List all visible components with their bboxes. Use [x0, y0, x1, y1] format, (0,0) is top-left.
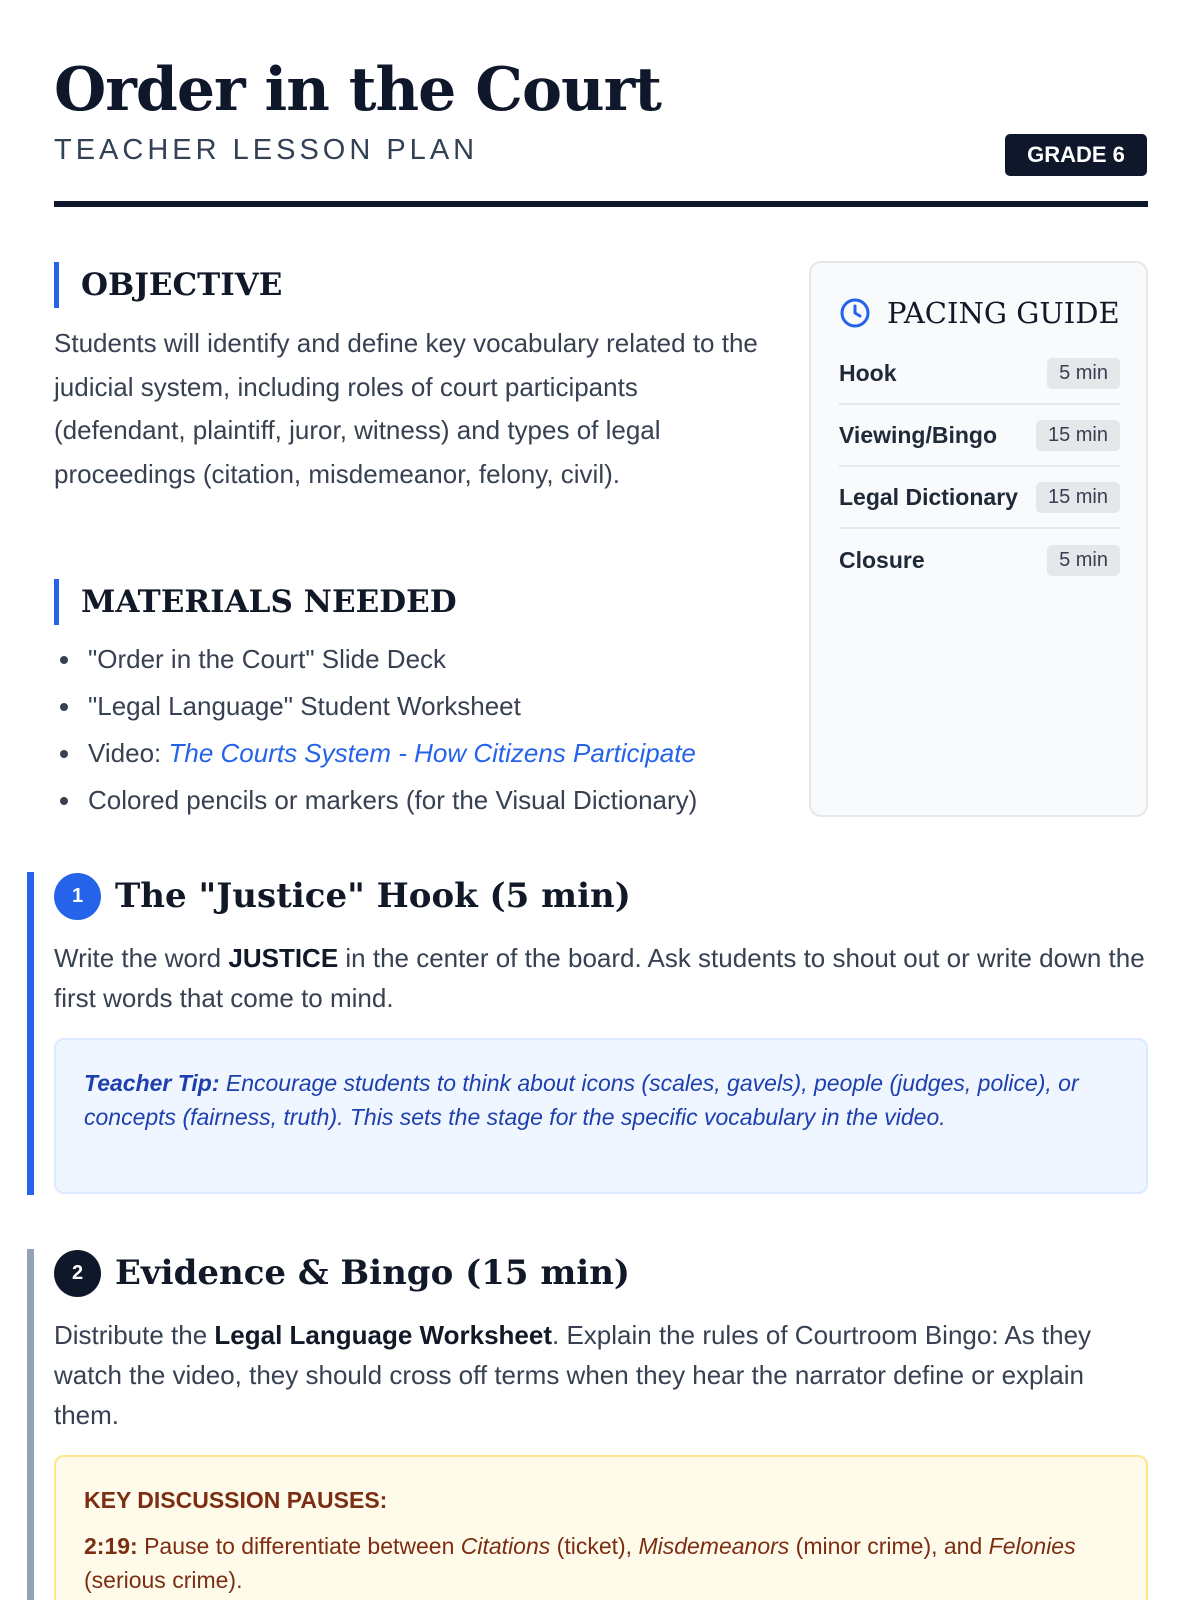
video-link[interactable]: The Courts System - How Citizens Participate [168, 738, 696, 768]
pacing-time-badge: 5 min [1047, 358, 1120, 389]
pacing-time-badge: 15 min [1036, 482, 1120, 513]
materials-item: "Legal Language" Student Worksheet [54, 683, 794, 730]
grade-badge: GRADE 6 [1005, 134, 1147, 176]
header-divider [54, 201, 1148, 207]
step-1-title: The "Justice" Hook (5 min) [115, 876, 631, 916]
pacing-guide-card [809, 261, 1148, 817]
pacing-label: Hook [839, 359, 897, 386]
step-2-text [54, 1315, 1148, 1435]
pacing-row-hook [839, 343, 1120, 405]
pause-term: Citations [460, 1533, 551, 1559]
step-2-title: Evidence & Bingo (15 min) [115, 1253, 631, 1293]
step-1-accent-bar [27, 872, 34, 1195]
pacing-guide-header [839, 293, 1120, 333]
teacher-tip-label: Teacher Tip: [84, 1070, 220, 1096]
pause-term: Misdemeanors [638, 1533, 790, 1559]
discussion-pauses-box [54, 1455, 1148, 1600]
step-2-number-badge: 2 [54, 1250, 101, 1297]
pause-timestamp: 2:19: [84, 1533, 138, 1559]
objective-heading: OBJECTIVE [54, 262, 282, 308]
pacing-label: Viewing/Bingo [839, 421, 998, 448]
pacing-row-viewing [839, 405, 1120, 467]
materials-list [54, 636, 794, 824]
materials-heading: MATERIALS NEEDED [54, 579, 457, 625]
clock-icon [839, 297, 871, 329]
pacing-row-dictionary [839, 467, 1120, 529]
step-text-part: . Explain the rules of Courtroom Bingo: As they watch the video, they should cross off terms when they hear the narrator define or explain them. [54, 1320, 1092, 1430]
step-1-number-badge: 1 [54, 873, 101, 920]
page-title: Order in the Court [54, 55, 661, 125]
pacing-label: Legal Dictionary [839, 483, 1018, 510]
pause-text-part: Pause to differentiate between [137, 1533, 461, 1559]
step-text-part: Write the word [54, 943, 229, 973]
teacher-tip-box [54, 1038, 1148, 1194]
step-text-part: Distribute the [54, 1320, 215, 1350]
materials-item: "Order in the Court" Slide Deck [54, 636, 794, 683]
materials-item: Colored pencils or markers (for the Visual Dictionary) [54, 777, 794, 824]
teacher-tip-text: Encourage students to think about icons (scales, gavels), people (judges, police), or concepts (fairness, truth). This sets the stage for the specific vocabulary in the video. [84, 1070, 1079, 1130]
pacing-time-badge: 15 min [1036, 420, 1120, 451]
pacing-row-closure [839, 529, 1120, 591]
pause-text-part: (ticket), [550, 1533, 639, 1559]
objective-text: Students will identify and define key vocabulary related to the judicial system, including roles of court participants (defendant, plaintiff, juror, witness) and types of legal proceedings (citation, misdemeanor, felony, civil). [54, 328, 758, 489]
page-subtitle: TEACHER LESSON PLAN [54, 134, 479, 166]
pacing-label: Closure [839, 546, 925, 573]
discussion-pauses-heading: KEY DISCUSSION PAUSES: [84, 1487, 388, 1513]
step-text-bold: Legal Language Worksheet [214, 1320, 552, 1350]
pause-term: Felonies [988, 1533, 1076, 1559]
step-2-accent-bar [27, 1249, 34, 1600]
step-text-bold: JUSTICE [228, 943, 339, 973]
discussion-pause-item [84, 1529, 1118, 1597]
step-1-text [54, 938, 1148, 1018]
pacing-guide-title: PACING GUIDE [887, 296, 1120, 330]
pacing-time-badge: 5 min [1047, 545, 1120, 576]
materials-item-prefix: Video: [88, 738, 169, 768]
step-text-part: in the center of the board. Ask students to shout out or write down the first words that come to mind. [54, 943, 1145, 1013]
pause-text-part: (serious crime). [84, 1567, 243, 1593]
pause-text-part: (minor crime), and [789, 1533, 989, 1559]
materials-item [54, 730, 794, 777]
